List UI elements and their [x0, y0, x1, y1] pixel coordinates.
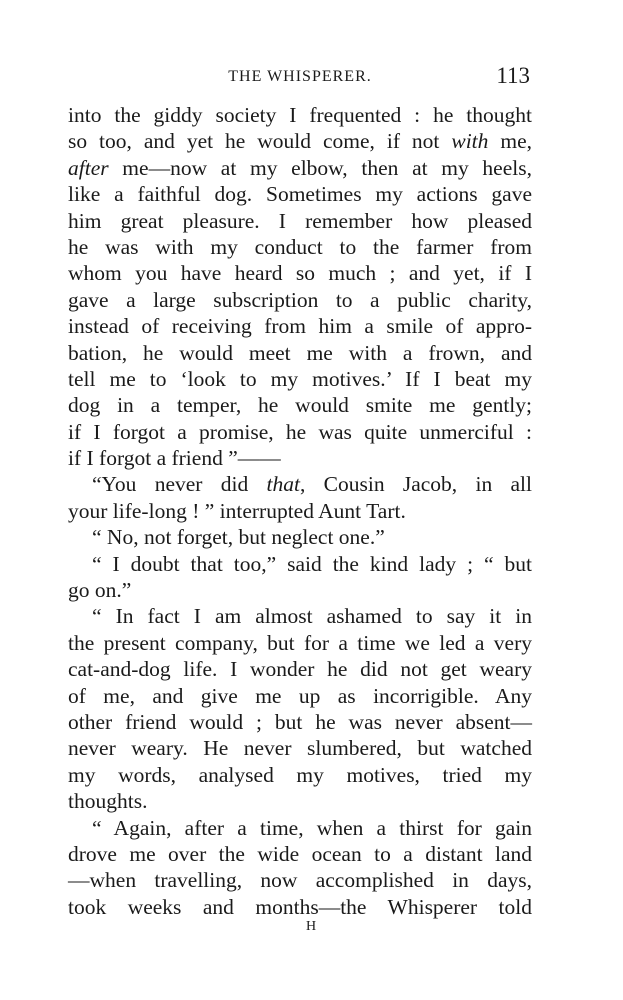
text-segment: of me, and give me up as incorrigible. Any — [68, 683, 532, 708]
text-segment: bation, he would meet me with a frown, and — [68, 340, 532, 365]
text-segment: your life-long ! ” interrupted Aunt Tart. — [68, 498, 406, 523]
text-segment: whom you have heard so much ; and yet, if I — [68, 261, 532, 286]
text-segment: drove me over the wide ocean to a distant land — [68, 841, 532, 866]
text-segment: “ No, not forget, but neglect one.” — [92, 525, 385, 550]
italic-text: after — [68, 155, 109, 180]
text-line — [68, 524, 532, 550]
text-line — [68, 340, 532, 366]
body-text — [68, 102, 532, 920]
text-line — [68, 208, 532, 234]
text-segment: gave a large subscription to a public charity, — [68, 287, 532, 312]
italic-text: that — [266, 472, 300, 497]
text-line — [68, 392, 532, 418]
text-segment: tell me to ‘look to my motives.’ If I beat my — [68, 366, 532, 391]
text-segment: took weeks and months—the Whisperer told — [68, 894, 532, 919]
text-line — [68, 656, 532, 682]
text-line — [68, 366, 532, 392]
text-segment: cat-and-dog life. I wonder he did not get weary — [68, 657, 532, 682]
text-segment: go on.” — [68, 578, 132, 603]
text-line — [68, 287, 532, 313]
text-line — [68, 181, 532, 207]
page-number: 113 — [496, 63, 530, 88]
text-segment: “ Again, after a time, when a thirst for gain — [92, 815, 532, 840]
text-segment: if I forgot a friend ”—— — [68, 446, 281, 471]
text-line — [68, 313, 532, 339]
text-line — [68, 577, 532, 603]
text-line — [68, 498, 532, 524]
text-segment: like a faithful dog. Sometimes my actions gave — [68, 182, 532, 207]
text-segment: into the giddy society I frequented : he thought — [68, 103, 532, 127]
text-segment: me, — [488, 129, 532, 154]
text-segment: other friend would ; but he was never absent— — [68, 709, 532, 734]
text-segment: “You never did — [92, 472, 267, 497]
text-line — [68, 551, 532, 577]
text-segment: instead of receiving from him a smile of appro- — [68, 314, 532, 339]
signature-mark: H — [305, 919, 318, 934]
text-line — [68, 841, 532, 867]
text-segment: the present company, but for a time we led a very — [68, 630, 532, 655]
text-segment: so too, and yet he would come, if not — [68, 129, 452, 154]
text-segment: he was with my conduct to the farmer from — [68, 234, 532, 259]
text-line — [68, 735, 532, 761]
text-line — [68, 788, 532, 814]
text-segment: “ I doubt that too,” said the kind lady ; “ but — [92, 551, 532, 576]
text-line — [68, 260, 532, 286]
text-line — [68, 815, 532, 841]
text-line — [68, 102, 532, 128]
text-segment: him great pleasure. I remember how pleased — [68, 208, 532, 233]
text-line — [68, 603, 532, 629]
text-segment: never weary. He never slumbered, but watched — [68, 736, 532, 761]
text-segment: me—now at my elbow, then at my heels, — [108, 155, 532, 180]
text-segment: if I forgot a promise, he was quite unmerciful : — [68, 419, 532, 444]
running-title: THE WHISPERER. — [228, 68, 372, 85]
text-line — [68, 709, 532, 735]
text-segment: thoughts. — [68, 789, 148, 814]
text-line — [68, 128, 532, 154]
text-segment: my words, analysed my motives, tried my — [68, 762, 532, 787]
text-segment: “ In fact I am almost ashamed to say it in — [92, 604, 532, 629]
text-line — [68, 445, 532, 471]
text-line — [68, 471, 532, 497]
text-segment: dog in a temper, he would smite me gently; — [68, 393, 532, 418]
text-line — [68, 867, 532, 893]
text-line — [68, 762, 532, 788]
running-head — [68, 63, 532, 91]
text-line — [68, 419, 532, 445]
text-line — [68, 683, 532, 709]
text-segment: , Cousin Jacob, in all — [299, 472, 532, 497]
italic-text: with — [451, 129, 489, 154]
text-line — [68, 630, 532, 656]
text-line — [68, 234, 532, 260]
text-line — [68, 894, 532, 920]
text-line — [68, 155, 532, 181]
text-segment: —when travelling, now accomplished in days, — [68, 868, 532, 893]
